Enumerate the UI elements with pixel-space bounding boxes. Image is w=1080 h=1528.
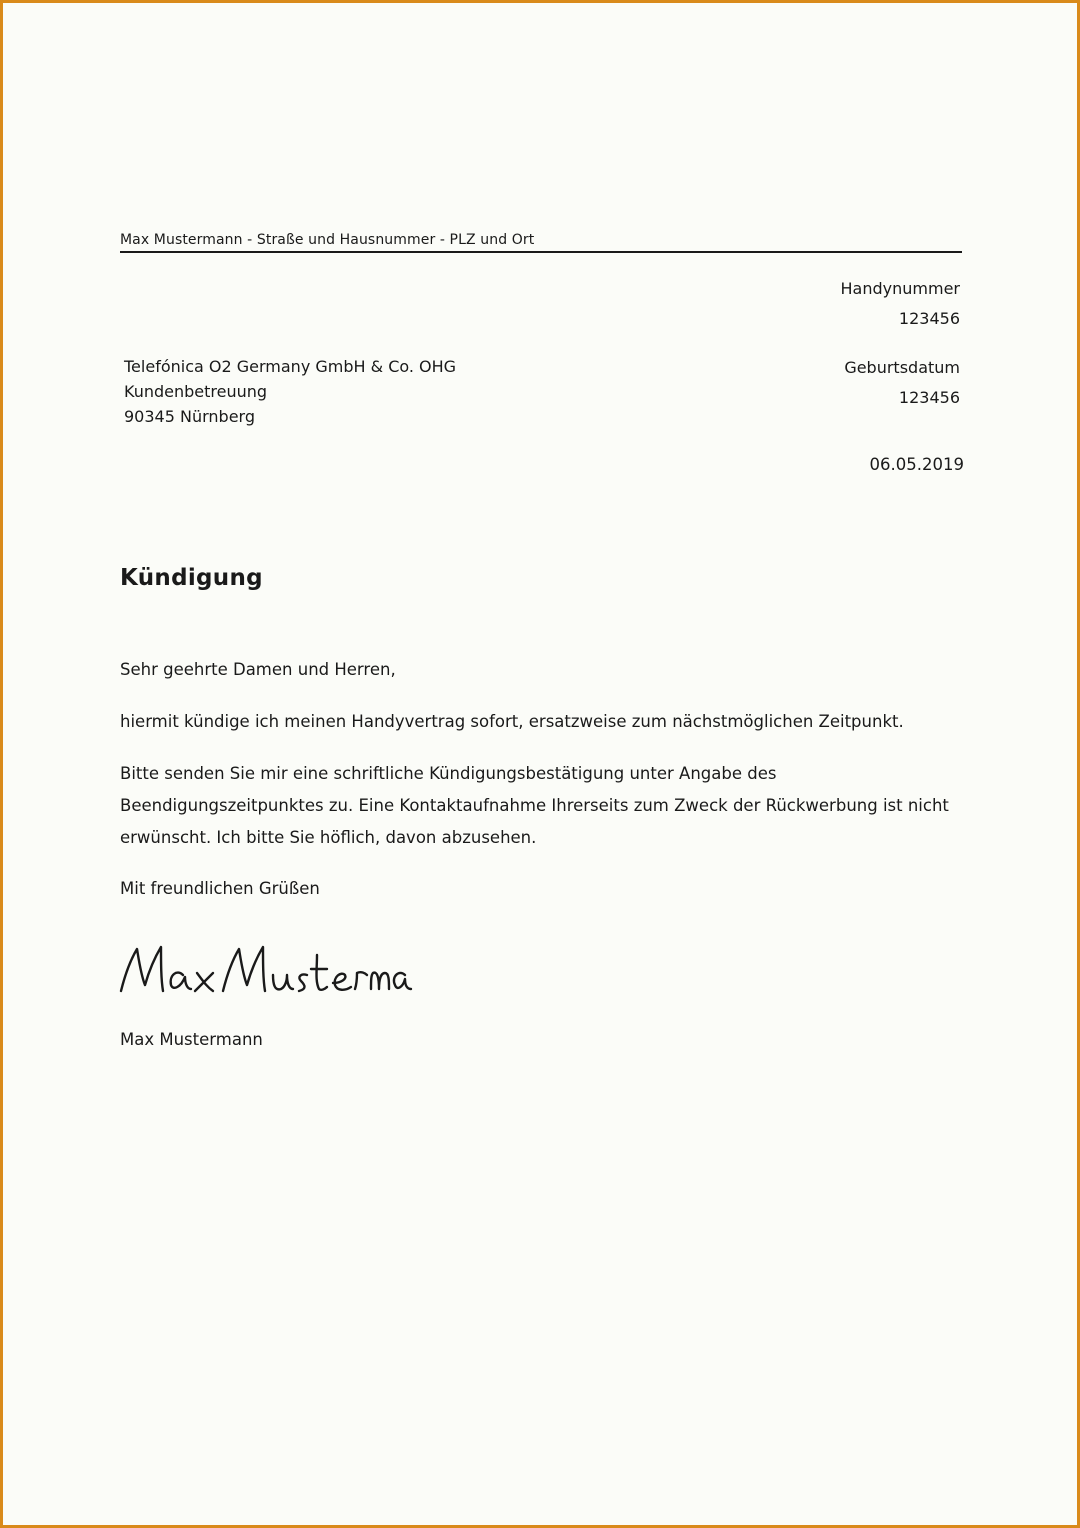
paragraph-termination: hiermit kündige ich meinen Handyvertrag sofort, ersatzweise zum nächstmöglichen Zeitpunkt. bbox=[120, 712, 904, 731]
salutation: Sehr geehrte Damen und Herren, bbox=[120, 660, 396, 679]
recipient-company: Telefónica O2 Germany GmbH & Co. OHG bbox=[124, 357, 457, 376]
paragraph-line: Bitte senden Sie mir eine schriftliche Kündigungsbestätigung unter Angabe des bbox=[120, 764, 777, 783]
phone-value: 123456 bbox=[898, 309, 960, 328]
handwritten-signature bbox=[115, 935, 415, 1005]
letter-date: 06.05.2019 bbox=[869, 455, 964, 474]
closing-phrase: Mit freundlichen Grüßen bbox=[120, 879, 320, 898]
signed-name: Max Mustermann bbox=[120, 1030, 263, 1049]
birthdate-value: 123456 bbox=[898, 388, 960, 407]
paragraph-line: Beendigungszeitpunktes zu. Eine Kontaktaufnahme Ihrerseits zum Zweck der Rückwerbung ist nicht bbox=[120, 796, 949, 815]
sender-address-line: Max Mustermann - Straße und Hausnummer - PLZ und Ort bbox=[120, 232, 535, 248]
sender-divider bbox=[120, 251, 962, 253]
phone-label: Handynummer bbox=[840, 279, 960, 298]
recipient-address bbox=[124, 354, 456, 429]
paragraph-line: erwünscht. Ich bitte Sie höflich, davon abzusehen. bbox=[120, 828, 537, 847]
birthdate-label: Geburtsdatum bbox=[844, 358, 960, 377]
letter-subject: Kündigung bbox=[120, 565, 263, 591]
recipient-city: 90345 Nürnberg bbox=[124, 407, 255, 426]
letter-page bbox=[3, 3, 1077, 1525]
recipient-department: Kundenbetreuung bbox=[124, 382, 268, 401]
paragraph-confirmation bbox=[120, 758, 949, 854]
